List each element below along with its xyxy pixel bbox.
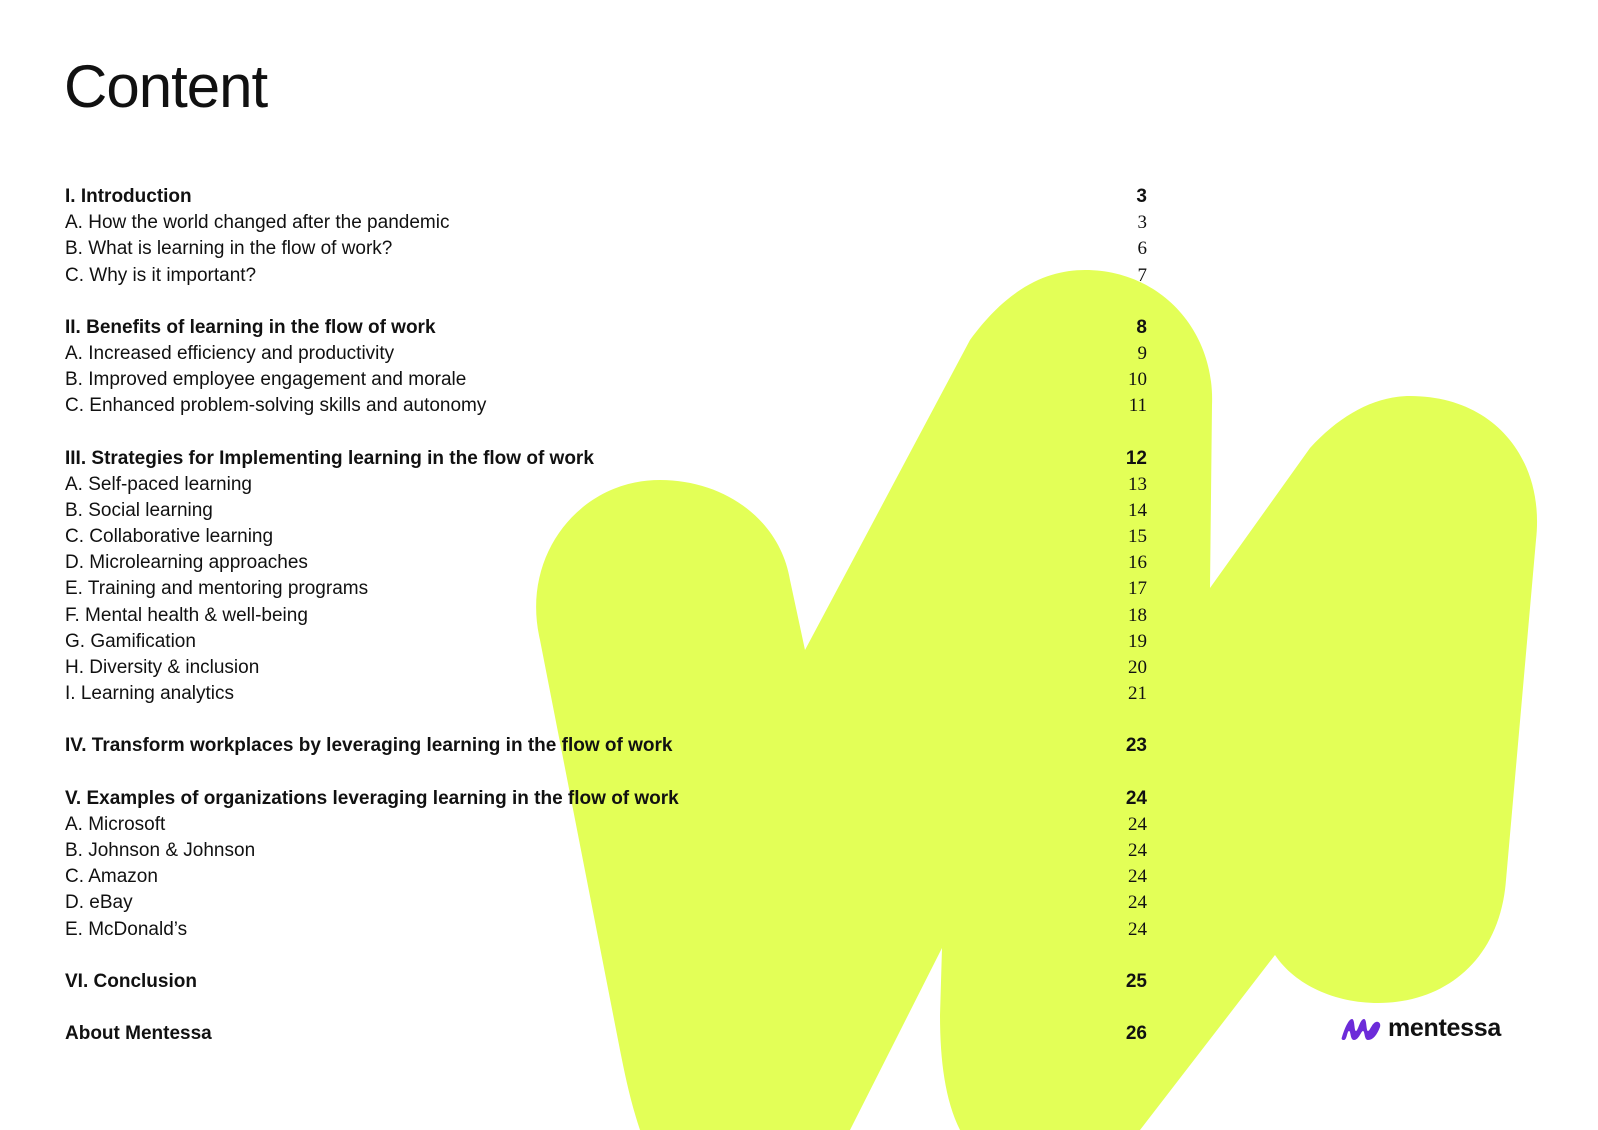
mentessa-logo-icon-path bbox=[1342, 1019, 1381, 1040]
toc-item-row[interactable] bbox=[65, 681, 1147, 707]
toc-item-page: 24 bbox=[1128, 839, 1147, 861]
toc-item-title: C. Amazon bbox=[65, 866, 158, 888]
toc-item-title: C. Why is it important? bbox=[65, 264, 257, 286]
toc-item-row[interactable] bbox=[65, 603, 1147, 629]
toc-section-row[interactable] bbox=[65, 733, 1147, 759]
toc-item-page: 3 bbox=[1137, 212, 1147, 234]
toc-section-title: About Mentessa bbox=[65, 1022, 212, 1044]
toc-item-page: 19 bbox=[1128, 630, 1147, 652]
toc-item-row[interactable] bbox=[65, 890, 1147, 916]
toc-section-title: VI. Conclusion bbox=[65, 970, 197, 992]
toc-item-page: 9 bbox=[1137, 342, 1147, 364]
toc-item-title: A. Microsoft bbox=[65, 813, 166, 835]
toc-section-title: V. Examples of organizations leveraging learning in the flow of work bbox=[65, 787, 679, 809]
toc-section bbox=[65, 969, 1147, 995]
toc-item-title: A. Self-paced learning bbox=[65, 473, 252, 495]
toc-item-page: 17 bbox=[1128, 578, 1147, 600]
toc-item-page: 16 bbox=[1128, 552, 1147, 574]
toc-section-row[interactable] bbox=[65, 184, 1147, 210]
toc-section bbox=[65, 1021, 1147, 1047]
toc-item-page: 11 bbox=[1128, 395, 1147, 417]
toc-section-title: III. Strategies for Implementing learning in the flow of work bbox=[65, 447, 594, 469]
toc-item-row[interactable] bbox=[65, 367, 1147, 393]
toc-item-title: A. Increased efficiency and productivity bbox=[65, 342, 395, 364]
toc-item-title: A. How the world changed after the pandemic bbox=[65, 212, 450, 234]
toc-item-page: 24 bbox=[1128, 892, 1147, 914]
toc-item-page: 18 bbox=[1128, 604, 1147, 626]
toc-item-row[interactable] bbox=[65, 655, 1147, 681]
toc-section-page: 23 bbox=[1125, 735, 1147, 757]
toc-item-row[interactable] bbox=[65, 498, 1147, 524]
toc-item-row[interactable] bbox=[65, 236, 1147, 262]
toc-section-title: II. Benefits of learning in the flow of work bbox=[65, 316, 436, 338]
toc-item-page: 21 bbox=[1128, 683, 1147, 705]
toc-section bbox=[65, 315, 1147, 420]
toc-section-title: IV. Transform workplaces by leveraging learning in the flow of work bbox=[65, 735, 673, 757]
toc-item-title: B. Johnson & Johnson bbox=[65, 839, 256, 861]
page-title: Content bbox=[64, 53, 268, 120]
toc-section-row[interactable] bbox=[65, 446, 1147, 472]
toc-item-row[interactable] bbox=[65, 341, 1147, 367]
toc-item-page: 6 bbox=[1137, 238, 1147, 260]
toc-item-page: 13 bbox=[1128, 473, 1147, 495]
toc-item-title: C. Collaborative learning bbox=[65, 526, 274, 548]
toc-item-row[interactable] bbox=[65, 524, 1147, 550]
mentessa-logo bbox=[1340, 1013, 1501, 1043]
toc-section bbox=[65, 184, 1147, 289]
toc-item-title: B. What is learning in the flow of work? bbox=[65, 238, 393, 260]
toc-section-page: 8 bbox=[1136, 316, 1147, 338]
logo-wordmark: mentessa bbox=[1388, 1013, 1501, 1042]
toc-item-page: 7 bbox=[1137, 264, 1147, 286]
toc-item-title: H. Diversity & inclusion bbox=[65, 657, 260, 678]
toc-item-row[interactable] bbox=[65, 576, 1147, 602]
toc-item-row[interactable] bbox=[65, 864, 1147, 890]
toc-item-row[interactable] bbox=[65, 629, 1147, 655]
toc-section bbox=[65, 446, 1147, 708]
toc-section-page: 24 bbox=[1125, 787, 1147, 809]
table-of-contents bbox=[65, 184, 1147, 1073]
toc-section bbox=[65, 786, 1147, 943]
toc-item-page: 24 bbox=[1128, 866, 1147, 888]
toc-section-page: 3 bbox=[1136, 186, 1147, 207]
toc-section-title: I. Introduction bbox=[65, 186, 192, 207]
toc-item-page: 20 bbox=[1128, 657, 1147, 678]
toc-section-page: 25 bbox=[1125, 970, 1147, 992]
toc-item-title: B. Social learning bbox=[65, 499, 213, 521]
toc-section-page: 12 bbox=[1125, 447, 1147, 469]
toc-item-page: 14 bbox=[1128, 499, 1147, 521]
toc-item-title: E. McDonald’s bbox=[65, 918, 188, 940]
toc-section-page: 26 bbox=[1125, 1022, 1147, 1044]
toc-item-title: D. Microlearning approaches bbox=[65, 552, 308, 574]
toc-item-title: C. Enhanced problem-solving skills and autonomy bbox=[65, 395, 487, 417]
toc-item-row[interactable] bbox=[65, 550, 1147, 576]
toc-item-page: 24 bbox=[1128, 813, 1147, 835]
toc-item-row[interactable] bbox=[65, 210, 1147, 236]
toc-item-row[interactable] bbox=[65, 393, 1147, 419]
toc-item-title: I. Learning analytics bbox=[65, 683, 234, 705]
toc-item-page: 24 bbox=[1128, 918, 1147, 940]
toc-item-title: F. Mental health & well-being bbox=[65, 604, 308, 626]
toc-item-row[interactable] bbox=[65, 263, 1147, 289]
toc-item-page: 10 bbox=[1128, 369, 1147, 391]
toc-section-row[interactable] bbox=[65, 969, 1147, 995]
toc-item-title: B. Improved employee engagement and morale bbox=[65, 369, 467, 391]
toc-item-row[interactable] bbox=[65, 838, 1147, 864]
toc-section-row[interactable] bbox=[65, 1021, 1147, 1047]
toc-item-title: D. eBay bbox=[65, 892, 133, 914]
toc-item-title: G. Gamification bbox=[65, 630, 196, 652]
toc-section bbox=[65, 733, 1147, 759]
toc-section-row[interactable] bbox=[65, 315, 1147, 341]
toc-item-row[interactable] bbox=[65, 917, 1147, 943]
toc-item-row[interactable] bbox=[65, 472, 1147, 498]
toc-item-title: E. Training and mentoring programs bbox=[65, 578, 369, 600]
toc-item-page: 15 bbox=[1128, 526, 1147, 548]
toc-item-row[interactable] bbox=[65, 812, 1147, 838]
mentessa-logo-icon bbox=[1340, 1013, 1382, 1043]
toc-section-row[interactable] bbox=[65, 786, 1147, 812]
